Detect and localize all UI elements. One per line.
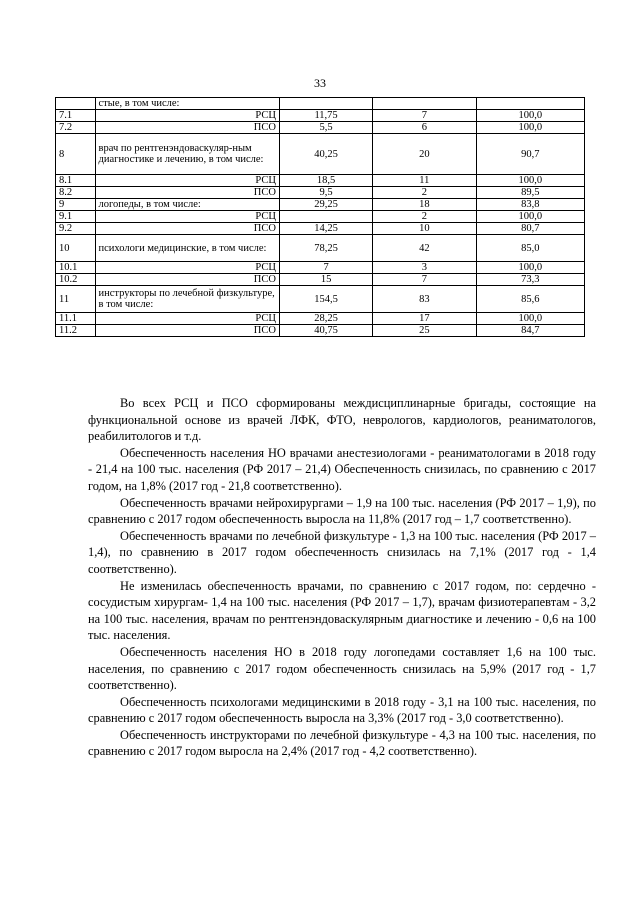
row-value-norm: 28,25 (279, 313, 372, 325)
table-row (56, 274, 585, 286)
row-value-percent (476, 98, 584, 110)
row-label: логопеды, в том числе: (95, 199, 279, 211)
row-value-norm: 11,75 (279, 110, 372, 122)
table-row (56, 223, 585, 235)
paragraph: Во всех РСЦ и ПСО сформированы междисциплинарные бригады, состоящие на функциональной основе из врачей ЛФК, ФТО, неврологов, кардиологов, реаниматологов, реабилитологов и т.д. (88, 396, 596, 444)
row-value-percent: 85,6 (476, 286, 584, 313)
row-value-percent: 100,0 (476, 175, 584, 187)
row-value-percent: 100,0 (476, 211, 584, 223)
row-value-actual: 2 (373, 187, 476, 199)
row-value-norm: 154,5 (279, 286, 372, 313)
row-value-norm: 9,5 (279, 187, 372, 199)
row-label: инструкторы по лечебной физкультуре, в том числе: (95, 286, 279, 313)
table-row (56, 235, 585, 262)
row-value-actual: 7 (373, 110, 476, 122)
row-number: 9.1 (56, 211, 96, 223)
table-row (56, 262, 585, 274)
page-number: 33 (314, 76, 326, 90)
row-number: 9.2 (56, 223, 96, 235)
row-label: РСЦ (95, 175, 279, 187)
row-value-percent: 90,7 (476, 134, 584, 175)
row-value-norm: 40,25 (279, 134, 372, 175)
row-number: 10 (56, 235, 96, 262)
row-value-percent: 100,0 (476, 110, 584, 122)
row-number: 8.1 (56, 175, 96, 187)
row-value-actual: 18 (373, 199, 476, 211)
row-label: психологи медицинские, в том числе: (95, 235, 279, 262)
row-value-actual: 6 (373, 122, 476, 134)
row-value-actual (373, 98, 476, 110)
row-value-norm: 14,25 (279, 223, 372, 235)
row-label: РСЦ (95, 313, 279, 325)
table-row (56, 122, 585, 134)
row-value-percent: 100,0 (476, 122, 584, 134)
table-row (56, 199, 585, 211)
row-label: РСЦ (95, 110, 279, 122)
row-number: 7.2 (56, 122, 96, 134)
row-number: 10.2 (56, 274, 96, 286)
row-number (56, 98, 96, 110)
paragraph: Обеспеченность врачами по лечебной физкультуре - 1,3 на 100 тыс. населения (РФ 2017 – 1,4), по сравнению в 2017 годом обеспеченность снизилась на 7,1% (2017 год - 1,4 соответственно). (88, 528, 596, 576)
row-label: ПСО (95, 223, 279, 235)
row-label: стые, в том числе: (95, 98, 279, 110)
row-value-actual: 83 (373, 286, 476, 313)
row-label: РСЦ (95, 211, 279, 223)
staffing-table (55, 97, 585, 337)
row-value-percent: 80,7 (476, 223, 584, 235)
row-value-actual: 42 (373, 235, 476, 262)
row-value-actual: 2 (373, 211, 476, 223)
row-value-norm (279, 98, 372, 110)
row-label: ПСО (95, 187, 279, 199)
row-number: 8 (56, 134, 96, 175)
table-row (56, 110, 585, 122)
paragraph: Не изменилась обеспеченность врачами, по сравнению с 2017 годом, по: сердечно - сосудистым хирургам- 1,4 на 100 тыс. населения (РФ 2017 – 1,7), врачам физиотерапевтам - 3,2 на 100 тыс. населения, врачам по рентгенэндоваскулярным диагностике и лечению - 0,6 на 100 тыс. населения. (88, 578, 596, 643)
paragraph: Обеспеченность врачами нейрохирургами – 1,9 на 100 тыс. населения (РФ 2017 – 1,9), по сравнению с 2017 годом обеспеченность выросла на 11,8% (2017 год – 1,7 соответственно). (88, 495, 596, 527)
row-value-norm (279, 211, 372, 223)
row-value-norm: 15 (279, 274, 372, 286)
row-label: врач по рентгенэндоваскуляр-ным диагностике и лечению, в том числе: (95, 134, 279, 175)
row-label: ПСО (95, 274, 279, 286)
row-number: 11.1 (56, 313, 96, 325)
row-number: 11.2 (56, 325, 96, 337)
row-number: 7.1 (56, 110, 96, 122)
row-number: 11 (56, 286, 96, 313)
row-label: РСЦ (95, 262, 279, 274)
row-value-percent: 85,0 (476, 235, 584, 262)
row-value-norm: 78,25 (279, 235, 372, 262)
table-row (56, 286, 585, 313)
row-value-actual: 11 (373, 175, 476, 187)
row-value-actual: 17 (373, 313, 476, 325)
row-value-norm: 5,5 (279, 122, 372, 134)
row-number: 9 (56, 199, 96, 211)
row-value-percent: 100,0 (476, 262, 584, 274)
paragraph: Обеспеченность населения НО врачами анестезиологами - реаниматологами в 2018 году - 21,4 на 100 тыс. населения (РФ 2017 – 21,4) Обеспеченность снизилась, по сравнению с 2017 годом, на 1,8% (2017 год - 21,8 соответственно). (88, 445, 596, 493)
table-row (56, 313, 585, 325)
row-value-actual: 7 (373, 274, 476, 286)
row-label: ПСО (95, 325, 279, 337)
row-value-actual: 20 (373, 134, 476, 175)
row-value-actual: 10 (373, 223, 476, 235)
table-row (56, 325, 585, 337)
row-value-percent: 84,7 (476, 325, 584, 337)
body-text (88, 395, 596, 760)
table-body (56, 98, 585, 337)
row-number: 10.1 (56, 262, 96, 274)
row-value-percent: 73,3 (476, 274, 584, 286)
row-value-actual: 25 (373, 325, 476, 337)
row-value-percent: 83,8 (476, 199, 584, 211)
row-value-percent: 89,5 (476, 187, 584, 199)
row-value-norm: 18,5 (279, 175, 372, 187)
paragraph: Обеспеченность населения НО в 2018 году логопедами составляет 1,6 на 100 тыс. населения, по сравнению с 2017 годом обеспеченность снизилась на 5,9% (2017 год - 1,7 соответственно). (88, 644, 596, 693)
table-row (56, 175, 585, 187)
row-number: 8.2 (56, 187, 96, 199)
row-value-percent: 100,0 (476, 313, 584, 325)
table-row (56, 187, 585, 199)
table-row (56, 134, 585, 175)
row-value-actual: 3 (373, 262, 476, 274)
row-value-norm: 40,75 (279, 325, 372, 337)
table-row (56, 98, 585, 110)
paragraph: Обеспеченность инструкторами по лечебной физкультуре - 4,3 на 100 тыс. населения, по сравнению с 2017 годом выросла на 2,4% (2017 год - 4,2 соответственно). (88, 727, 596, 759)
table-row (56, 211, 585, 223)
row-value-norm: 29,25 (279, 199, 372, 211)
row-label: ПСО (95, 122, 279, 134)
paragraph: Обеспеченность психологами медицинскими в 2018 году - 3,1 на 100 тыс. населения, по сравнению с 2017 годом обеспеченность выросла на 3,3% (2017 год - 3,0 соответственно). (88, 694, 596, 726)
row-value-norm: 7 (279, 262, 372, 274)
